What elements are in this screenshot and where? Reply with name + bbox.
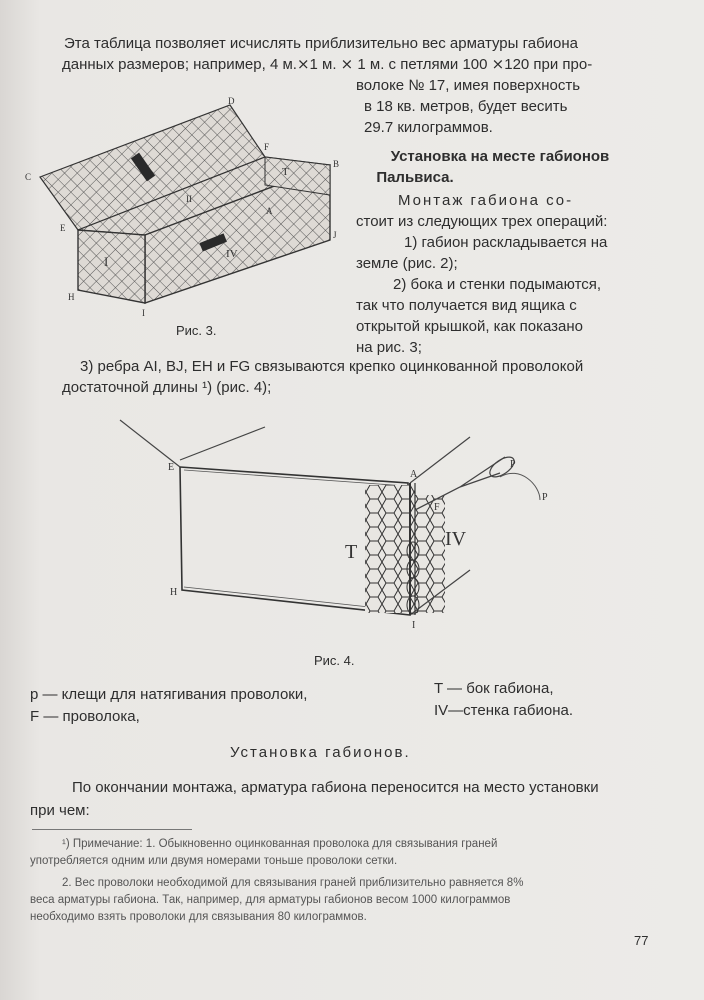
figure-3-caption: Рис. 3. xyxy=(176,323,217,338)
fig3-label-e: E xyxy=(60,223,66,233)
fig3-label-ii: II xyxy=(186,194,192,204)
figure-3-gabion-box xyxy=(20,90,360,320)
intro-line-2: данных размеров; например, 4 м.⨯1 м. ⨯ 1 м. с петлями 100 ⨯120 при про- xyxy=(62,56,593,73)
fig3-label-f: F xyxy=(264,142,270,152)
fig4-label-f: F xyxy=(434,502,440,513)
fig3-label-j: J xyxy=(333,230,337,240)
fig3-label-h: H xyxy=(68,292,75,302)
fig4-label-iv: IV xyxy=(445,528,467,550)
fig4-label-p: P xyxy=(542,492,548,503)
fig4-label-e: E xyxy=(168,462,175,473)
fig3-label-b: B xyxy=(333,159,340,169)
fig4-label-t: T xyxy=(345,541,358,563)
section-heading-1: Установка на месте габионов xyxy=(390,148,610,165)
section-heading-2: Установка габионов. xyxy=(230,744,411,761)
para-line-10: достаточной длины ¹) (рис. 4); xyxy=(62,379,272,396)
footnote-2-line-2: веса арматуры габиона. Так, например, для арматуры габионов весом 1000 килограммов xyxy=(30,894,511,906)
para-line-2: стоит из следующих трех операций: xyxy=(356,213,608,230)
para-line-4: земле (рис. 2); xyxy=(356,255,458,272)
fig3-label-i: I xyxy=(142,308,145,318)
fig3-label-iv: IV xyxy=(226,248,238,260)
footnote-1-line-1: ¹) Примечание: 1. Обыкновенно оцинкованная проволока для связывания граней xyxy=(62,838,498,850)
section2-line-2: при чем: xyxy=(30,802,90,819)
para-line-3: 1) габион раскладывается на xyxy=(404,234,608,251)
para-line-9: 3) ребра AI, BJ, EH и FG связываются крепко оцинкованной проволокой xyxy=(80,358,584,375)
fig3-label-d: D xyxy=(228,96,235,106)
legend-p: p — клещи для натягивания проволоки, xyxy=(30,686,308,703)
fig4-label-i: I xyxy=(412,620,416,630)
footnote-1-line-2: употребляется одним или двумя номерами тоньше проволоки сетки. xyxy=(30,855,398,867)
fig3-label-t: T xyxy=(282,166,289,178)
legend-iv: IV—стенка габиона. xyxy=(434,702,573,719)
intro-line-4: в 18 кв. метров, будет весить xyxy=(364,98,568,115)
fig3-label-side-i: I xyxy=(104,254,109,269)
intro-line-5: 29.7 килограммов. xyxy=(364,119,493,136)
para-line-5: 2) бока и стенки подымаются, xyxy=(393,276,602,293)
para-line-1: Монтаж габиона со- xyxy=(398,192,574,209)
footnote-2-line-1: 2. Вес проволоки необходимой для связывания граней приблизительно равняется 8% xyxy=(62,877,524,889)
footnote-2-line-3: необходимо взять проволоки для связывания 80 килограммов. xyxy=(30,911,367,923)
legend-f: F — проволока, xyxy=(30,708,140,725)
page-number: 77 xyxy=(634,933,649,948)
para-line-8: на рис. 3; xyxy=(356,339,422,356)
section2-line-1: По окончании монтажа, арматура габиона переносится на место установки xyxy=(72,779,599,796)
para-line-7: открытой крышкой, как показано xyxy=(356,318,584,335)
para-line-6: так что получается вид ящика с xyxy=(356,297,577,314)
figure-4-caption: Рис. 4. xyxy=(314,653,355,668)
intro-line-1: Эта таблица позволяет исчислять приблизительно вес арматуры габиона xyxy=(64,35,579,52)
section-heading-1-cont: Пальвиса. xyxy=(376,169,454,186)
footnote-rule xyxy=(32,829,192,830)
figure-4-binding-diagram xyxy=(110,415,580,630)
fig4-label-a: A xyxy=(410,469,418,480)
intro-line-3: волоке № 17, имея поверхность xyxy=(356,77,581,94)
legend-t: T — бок габиона, xyxy=(434,680,554,697)
fig3-label-a: A xyxy=(266,206,273,216)
fig4-label-h: H xyxy=(170,587,178,598)
fig4-label-p-small: P xyxy=(510,459,516,470)
fig3-label-c: C xyxy=(25,172,32,182)
